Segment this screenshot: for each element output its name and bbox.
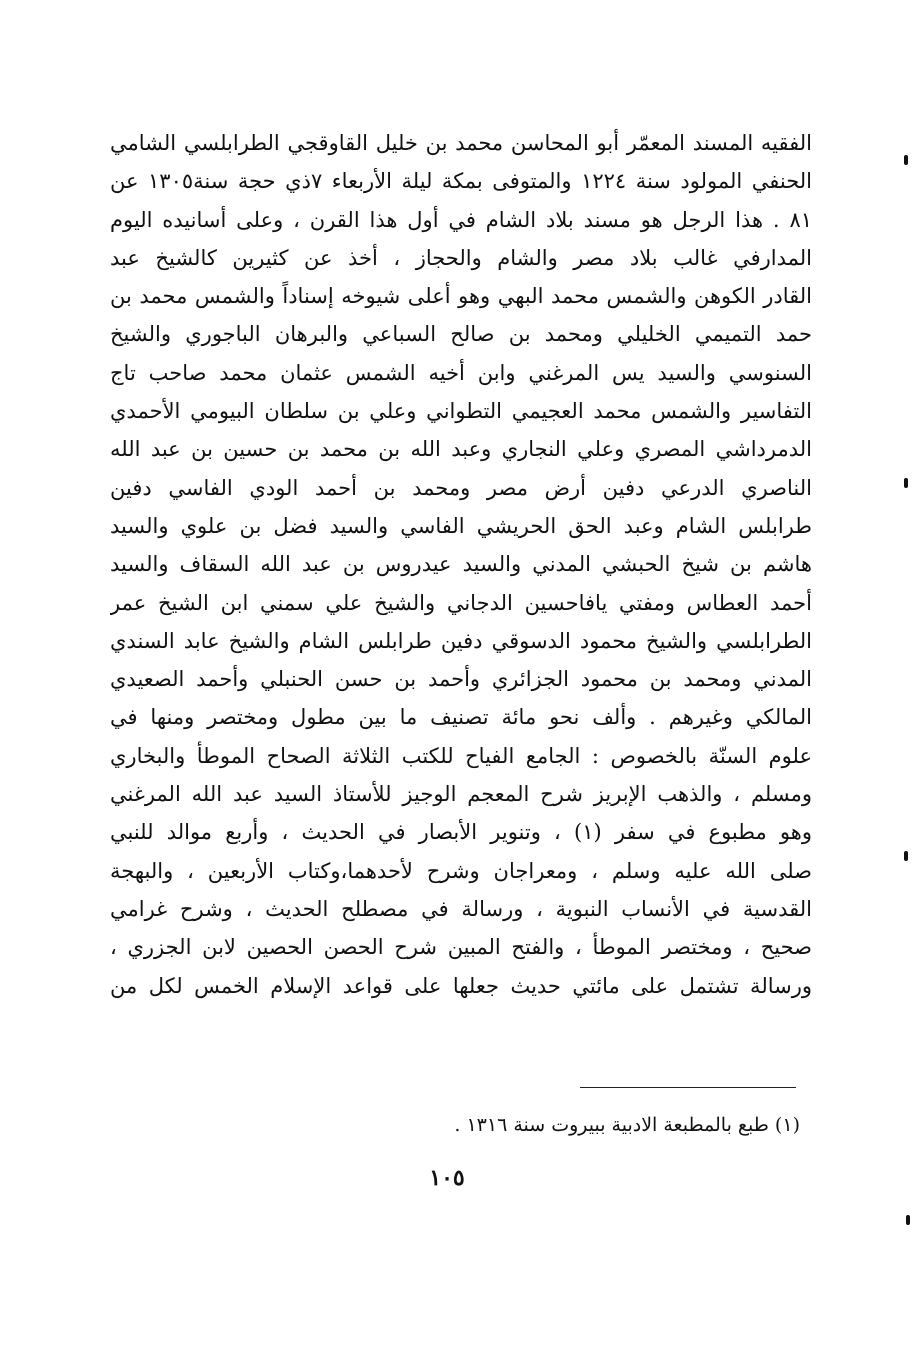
scan-mark: [904, 155, 908, 165]
text-line: المدني ومحمد بن محمود الجزائري وأحمد بن حسن الحنبلي وأحمد الصعيدي: [110, 667, 812, 692]
text-line: أحمد العطاس ومفتي يافاحسين الدجاني والشيخ علي سمني ابن الشيخ عمر: [110, 590, 812, 615]
text-line: علوم السنّة بالخصوص : الجامع الفياح للكتب الثلاثة الصحاح الموطأ والبخاري: [110, 743, 812, 768]
text-line: هاشم بن شيخ الحبشي المدني والسيد عيدروس بن عبد الله السقاف والسيد: [110, 552, 812, 577]
text-line: القادر الكوهن والشمس محمد البهي وهو أعلى شيوخه إسناداً والشمس محمد بن: [110, 284, 812, 309]
text-line: صحيح ، ومختصر الموطأ ، والفتح المبين شرح الحصن الحصين لابن الجزري ،: [110, 935, 812, 960]
text-line: ورسالة تشتمل على مائتي حديث جعلها على قواعد الإسلام الخمس لكل من: [110, 973, 812, 998]
footnote: (١) طبع بالمطبعة الادبية ببيروت سنة ١٣١٦ .: [454, 1114, 800, 1136]
page-number: ١٠٥: [429, 1165, 465, 1191]
text-line: الدمرداشي المصري وعلي النجاري وعبد الله بن محمد بن حسين بن عبد الله: [110, 437, 812, 462]
text-line: السنوسي والسيد يس المرغني وابن أخيه الشمس عثمان محمد صاحب تاج: [110, 360, 812, 385]
text-line: التفاسير والشمس محمد العجيمي التطواني وعلي بن سلطان البيومي الأحمدي: [110, 399, 812, 424]
text-line: الناصري الدرعي دفين أرض مصر ومحمد بن أحمد الودي الفاسي دفين: [110, 475, 812, 500]
text-line: المالكي وغيرهم . وألف نحو مائة تصنيف ما بين مطول ومختصر ومنها في: [110, 705, 812, 730]
footnote-divider: [580, 1087, 796, 1088]
text-line: المدارفي غالب بلاد مصر والشام والحجاز ، أخذ عن كثيرين كالشيخ عبد: [110, 245, 812, 270]
scan-mark: [904, 851, 908, 861]
scan-mark: [906, 1215, 910, 1225]
text-line: ومسلم ، والذهب الإبريز شرح المعجم الوجيز للأستاذ السيد عبد الله المرغني: [110, 782, 812, 807]
text-line: صلى الله عليه وسلم ، ومعراجان وشرح لأحدهما،وكتاب الأربعين ، والبهجة: [110, 858, 812, 883]
text-line: طرابلس الشام وعبد الحق الحريشي الفاسي والسيد فضل بن علوي والسيد: [110, 513, 812, 538]
text-line: وهو مطبوع في سفر (١) ، وتنوير الأبصار في الحديث ، وأربع موالد للنبي: [110, 820, 812, 845]
body-text: [110, 124, 812, 1005]
text-line: حمد التميمي الخليلي ومحمد بن صالح السباعي والبرهان الباجوري والشيخ: [110, 322, 812, 347]
text-line: ٨١ . هذا الرجل هو مسند بلاد الشام في أول هذا القرن ، وعلى أسانيده اليوم: [110, 207, 812, 232]
text-line: الحنفي المولود سنة ١٢٢٤ والمتوفى بمكة ليلة الأربعاء ٧ذي حجة سنة١٣٠٥ عن: [110, 169, 812, 194]
text-line: الفقيه المسند المعمّر أبو المحاسن محمد بن خليل القاوقجي الطرابلسي الشامي: [110, 131, 812, 155]
scan-mark: [904, 478, 908, 488]
text-line: الطرابلسي والشيخ محمود الدسوقي دفين طرابلس الشام والشيخ عابد السندي: [110, 628, 812, 653]
text-line: القدسية في الأنساب النبوية ، ورسالة في مصطلح الحديث ، وشرح غرامي: [110, 896, 812, 921]
